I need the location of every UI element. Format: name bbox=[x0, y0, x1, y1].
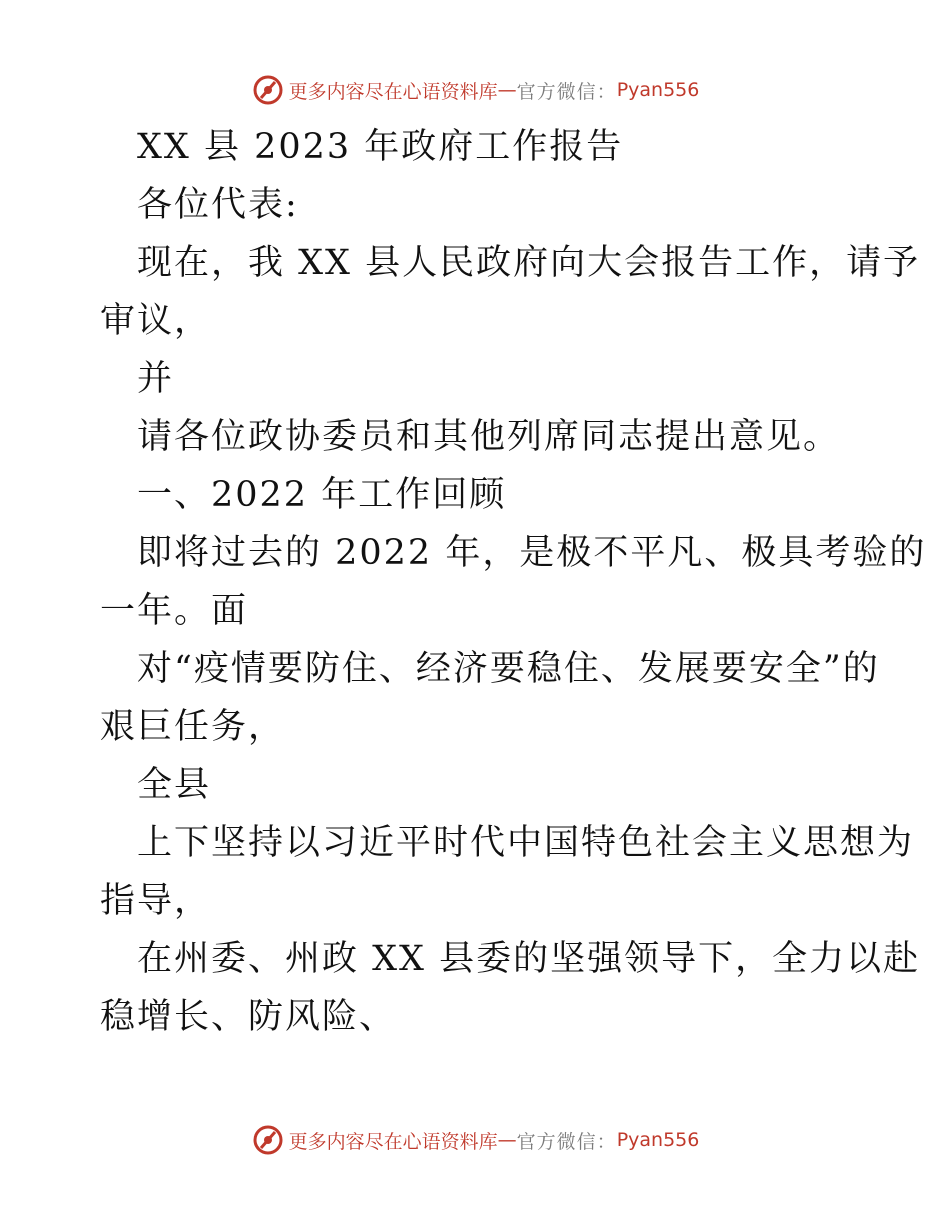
paragraph-line: 上下坚持以习近平时代中国特色社会主义思想为 bbox=[137, 823, 915, 863]
paragraph-line: 审议， bbox=[100, 301, 212, 341]
paragraph-line: 一年。面 bbox=[100, 591, 249, 631]
watermark-text: 更多内容尽在心语资料库 bbox=[288, 80, 498, 103]
footer-watermark bbox=[0, 1120, 950, 1160]
paragraph-line: 在州委、州政 XX 县委的坚强领导下，全力以赴 bbox=[137, 939, 921, 979]
watermark-separator: — bbox=[497, 79, 517, 101]
document-body bbox=[100, 118, 927, 1046]
paragraph-line: 并 bbox=[137, 359, 175, 399]
watermark-label: 官方微信： bbox=[516, 80, 617, 103]
paragraph-line: 全县 bbox=[137, 765, 212, 805]
paragraph-line: 艰巨任务， bbox=[100, 707, 286, 747]
section-heading: 一、2022 年工作回顾 bbox=[137, 475, 507, 515]
watermark-text: 更多内容尽在心语资料库 bbox=[288, 1130, 498, 1153]
paragraph-line: 对“疫情要防住、经济要稳住、发展要安全”的 bbox=[137, 649, 880, 689]
paragraph-line: 指导， bbox=[100, 881, 212, 921]
document-title: XX 县 2023 年政府工作报告 bbox=[137, 127, 624, 167]
pen-logo-icon bbox=[251, 73, 285, 107]
paragraph-line: 现在，我 XX 县人民政府向大会报告工作，请予 bbox=[137, 243, 921, 283]
pen-logo-icon bbox=[251, 1123, 285, 1157]
watermark-label: 官方微信： bbox=[516, 1130, 617, 1153]
paragraph-line: 请各位政协委员和其他列席同志提出意见。 bbox=[137, 417, 841, 457]
watermark-id: Pyan556 bbox=[616, 1129, 700, 1151]
header-watermark bbox=[0, 70, 950, 110]
paragraph-line: 稳增长、防风险、 bbox=[100, 997, 397, 1037]
salutation: 各位代表: bbox=[137, 185, 299, 225]
watermark-id: Pyan556 bbox=[616, 79, 700, 101]
paragraph-line: 即将过去的 2022 年，是极不平凡、极具考验的 bbox=[137, 533, 927, 573]
watermark-separator: — bbox=[497, 1129, 517, 1151]
